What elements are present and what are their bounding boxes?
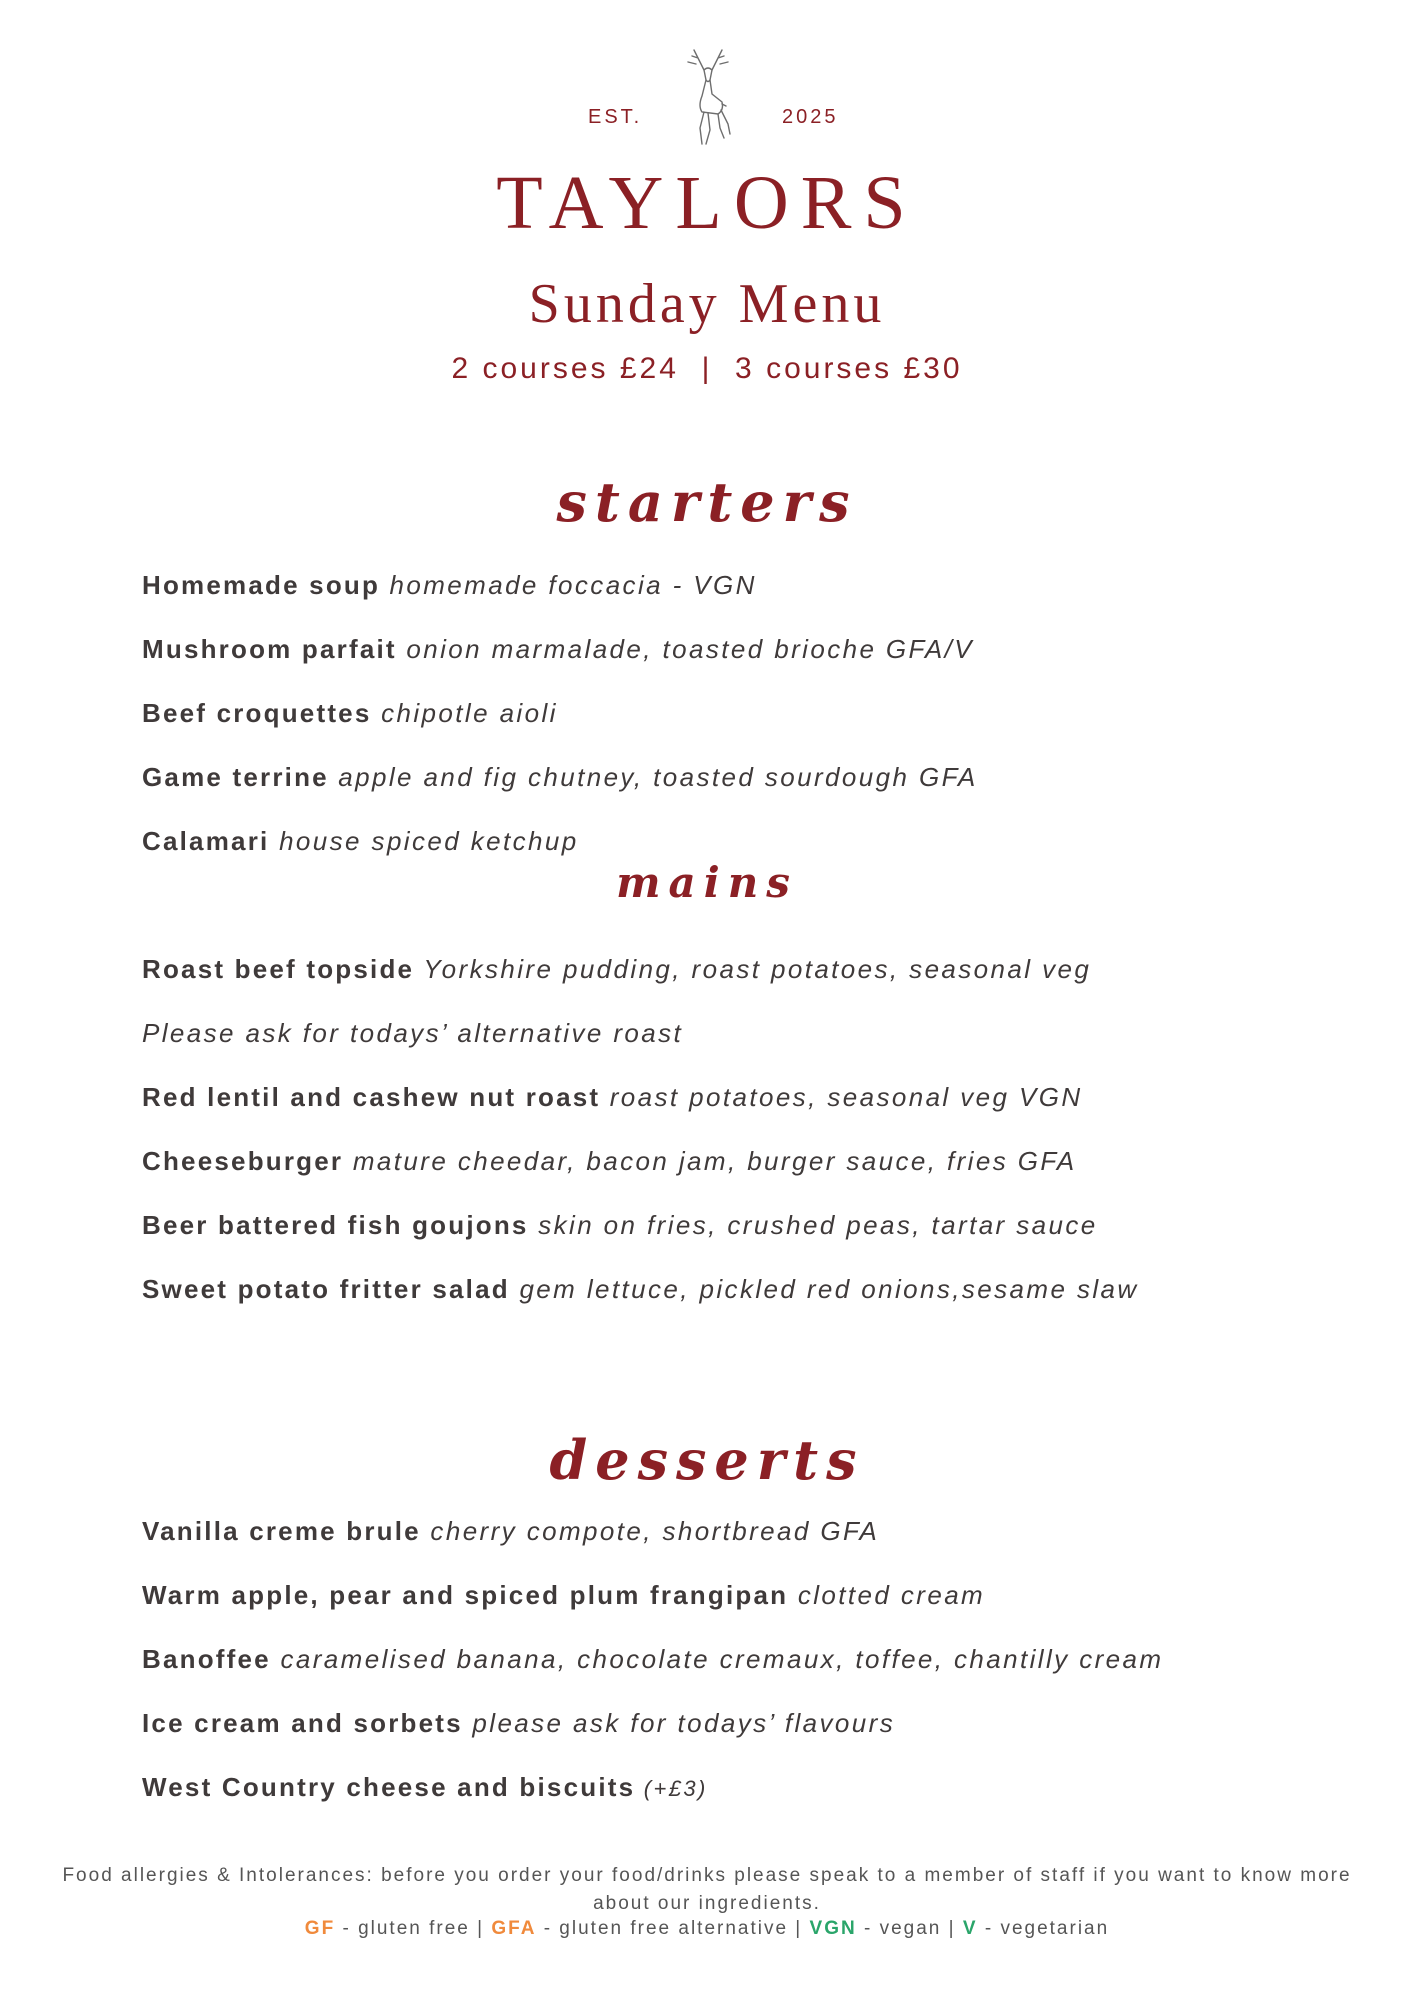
item-name: Roast beef topside	[142, 954, 415, 984]
item-desc: onion marmalade, toasted brioche GFA/V	[396, 634, 975, 664]
item-desc: roast potatoes, seasonal veg VGN	[609, 1082, 1083, 1112]
item-name: Beef croquettes	[142, 698, 372, 728]
item-name: Banoffee	[142, 1644, 271, 1674]
menu-item	[142, 1516, 1302, 1547]
mains-heading: mains	[616, 858, 798, 907]
item-name: Warm apple, pear and spiced plum frangipan	[142, 1580, 789, 1610]
item-desc: caramelised banana, chocolate cremaux, toffee, chantilly cream	[270, 1644, 1164, 1674]
item-desc: please ask for todays’ flavours	[462, 1708, 896, 1738]
item-desc: chipotle aioli	[371, 698, 558, 728]
stag-icon	[668, 48, 748, 148]
menu-item	[142, 762, 1302, 793]
item-desc: gem lettuce, pickled red onions,sesame slaw	[509, 1274, 1139, 1304]
menu-item	[142, 1082, 1302, 1113]
item-desc: homemade foccacia - VGN	[389, 570, 757, 600]
allergy-note: Food allergies & Intolerances: before you order your food/drinks please speak to a member of staff if you want to know more about our ingredients.	[62, 1865, 1352, 1914]
item-desc: skin on fries, crushed peas, tartar sauce	[528, 1210, 1098, 1240]
item-name: Mushroom parfait	[142, 634, 397, 664]
legend-code-gfa: GFA	[491, 1918, 537, 1939]
est-year: 2025	[782, 106, 839, 128]
menu-item	[142, 954, 1302, 985]
menu-item	[142, 1580, 1302, 1611]
menu-item	[142, 1018, 1302, 1049]
legend-label-gfa: - gluten free alternative |	[536, 1918, 810, 1939]
starters-heading: starters	[556, 470, 858, 534]
menu-item	[142, 1210, 1302, 1241]
item-name: Homemade soup	[142, 570, 390, 600]
item-desc: Please ask for todays’ alternative roast	[142, 1018, 684, 1048]
legend-label-v: - vegetarian	[977, 1918, 1110, 1939]
item-name: Sweet potato fritter salad	[142, 1274, 510, 1304]
establishment-row	[0, 48, 1414, 148]
item-desc: (+£3)	[635, 1776, 708, 1801]
item-name: Ice cream and sorbets	[142, 1708, 463, 1738]
menu-item	[142, 698, 1302, 729]
item-name: Beer battered fish goujons	[142, 1210, 529, 1240]
legend-label-gf: - gluten free |	[335, 1918, 492, 1939]
legend-label-vgn: - vegan |	[856, 1918, 963, 1939]
brand-title: TAYLORS	[496, 161, 918, 245]
menu-item	[142, 1274, 1302, 1305]
item-desc: house spiced ketchup	[269, 826, 579, 856]
item-name: West Country cheese and biscuits	[142, 1772, 636, 1802]
menu-item	[142, 826, 1302, 857]
item-name: Vanilla creme brule	[142, 1516, 421, 1546]
menu-item	[142, 1772, 1302, 1803]
menu-item	[142, 1644, 1302, 1675]
item-desc: apple and fig chutney, toasted sourdough GFA	[338, 762, 978, 792]
dietary-legend	[0, 1918, 1414, 1940]
menu-item	[142, 570, 1302, 601]
menu-item	[142, 1708, 1302, 1739]
menu-title: Sunday Menu	[528, 273, 886, 335]
legend-code-vgn: VGN	[809, 1918, 857, 1939]
item-name: Game terrine	[142, 762, 339, 792]
item-desc: mature cheedar, bacon jam, burger sauce, fries GFA	[343, 1146, 1077, 1176]
item-name: Calamari	[142, 826, 270, 856]
item-desc: clotted cream	[788, 1580, 986, 1610]
menu-item	[142, 634, 1302, 665]
item-name: Red lentil and cashew nut roast	[142, 1082, 610, 1112]
menu-item	[142, 1146, 1302, 1177]
desserts-heading: desserts	[549, 1428, 865, 1492]
item-desc: cherry compote, shortbread GFA	[420, 1516, 880, 1546]
legend-code-gf: GF	[304, 1918, 336, 1939]
item-desc: Yorkshire pudding, roast potatoes, seasonal veg	[414, 954, 1092, 984]
legend-code-v: V	[962, 1918, 978, 1939]
course-prices: 2 courses £24 | 3 courses £30	[451, 352, 963, 385]
est-label: EST.	[588, 106, 643, 128]
item-name: Cheeseburger	[142, 1146, 344, 1176]
